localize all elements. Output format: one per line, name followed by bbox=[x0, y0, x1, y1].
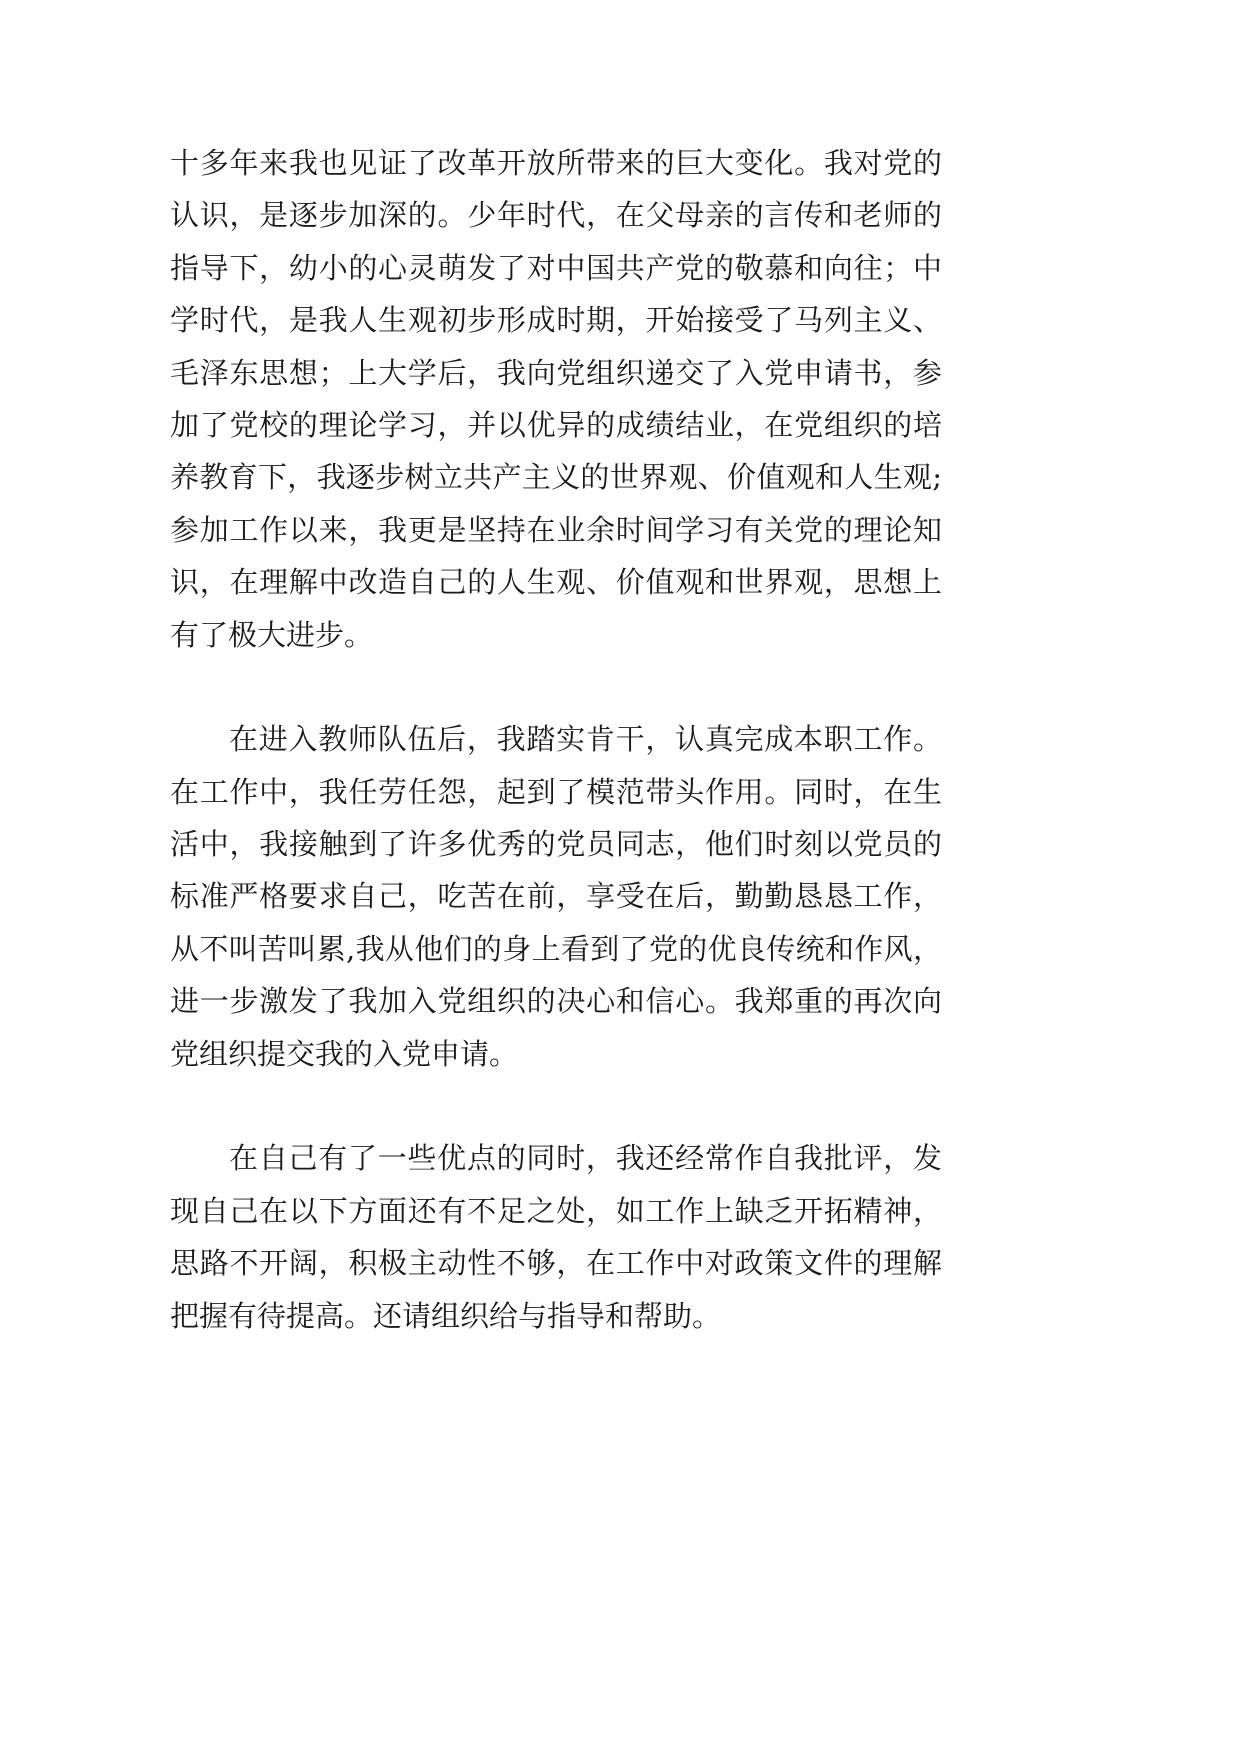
text-line: 在进入教师队伍后，我踏实肯干，认真完成本职工作。 bbox=[229, 722, 942, 757]
text-line: 从不叫苦叫累,我从他们的身上看到了党的优良传统和作风， bbox=[170, 931, 942, 966]
text-line: 在工作中，我任劳任怨，起到了模范带头作用。同时，在生 bbox=[170, 774, 942, 809]
text-line: 党组织提交我的入党申请。 bbox=[170, 1036, 519, 1071]
text-line: 现自己在以下方面还有不足之处，如工作上缺乏开拓精神， bbox=[170, 1193, 942, 1228]
text-line: 毛泽东思想；上大学后，我向党组织递交了入党申请书，参 bbox=[170, 355, 942, 390]
text-line: 识，在理解中改造自己的人生观、价值观和世界观，思想上 bbox=[170, 565, 942, 600]
text-line: 标准严格要求自己，吃苦在前，享受在后，勤勤恳恳工作， bbox=[170, 879, 942, 914]
text-line: 在自己有了一些优点的同时，我还经常作自我批评，发 bbox=[229, 1141, 942, 1176]
text-line: 养教育下，我逐步树立共产主义的世界观、价值观和人生观; bbox=[170, 460, 942, 495]
text-line: 思路不开阔，积极主动性不够，在工作中对政策文件的理解 bbox=[170, 1246, 942, 1281]
text-line: 活中，我接触到了许多优秀的党员同志，他们时刻以党员的 bbox=[170, 827, 942, 862]
paragraph-2 bbox=[170, 713, 942, 1080]
text-line: 把握有待提高。还请组织给与指导和帮助。 bbox=[170, 1298, 722, 1333]
text-line: 指导下，幼小的心灵萌发了对中国共产党的敬慕和向往；中 bbox=[170, 250, 942, 285]
text-line: 有了极大进步。 bbox=[170, 617, 374, 652]
paragraph-1 bbox=[170, 137, 942, 661]
text-line: 十多年来我也见证了改革开放所带来的巨大变化。我对党的 bbox=[170, 146, 942, 180]
text-line: 参加工作以来，我更是坚持在业余时间学习有关党的理论知 bbox=[170, 512, 942, 547]
text-line: 加了党校的理论学习，并以优异的成绩结业，在党组织的培 bbox=[170, 407, 942, 442]
document-body bbox=[170, 137, 942, 1394]
text-line: 进一步激发了我加入党组织的决心和信心。我郑重的再次向 bbox=[170, 984, 942, 1019]
text-line: 学时代，是我人生观初步形成时期，开始接受了马列主义、 bbox=[170, 303, 942, 338]
text-line: 认识，是逐步加深的。少年时代，在父母亲的言传和老师的 bbox=[170, 198, 942, 233]
paragraph-3 bbox=[170, 1132, 942, 1342]
